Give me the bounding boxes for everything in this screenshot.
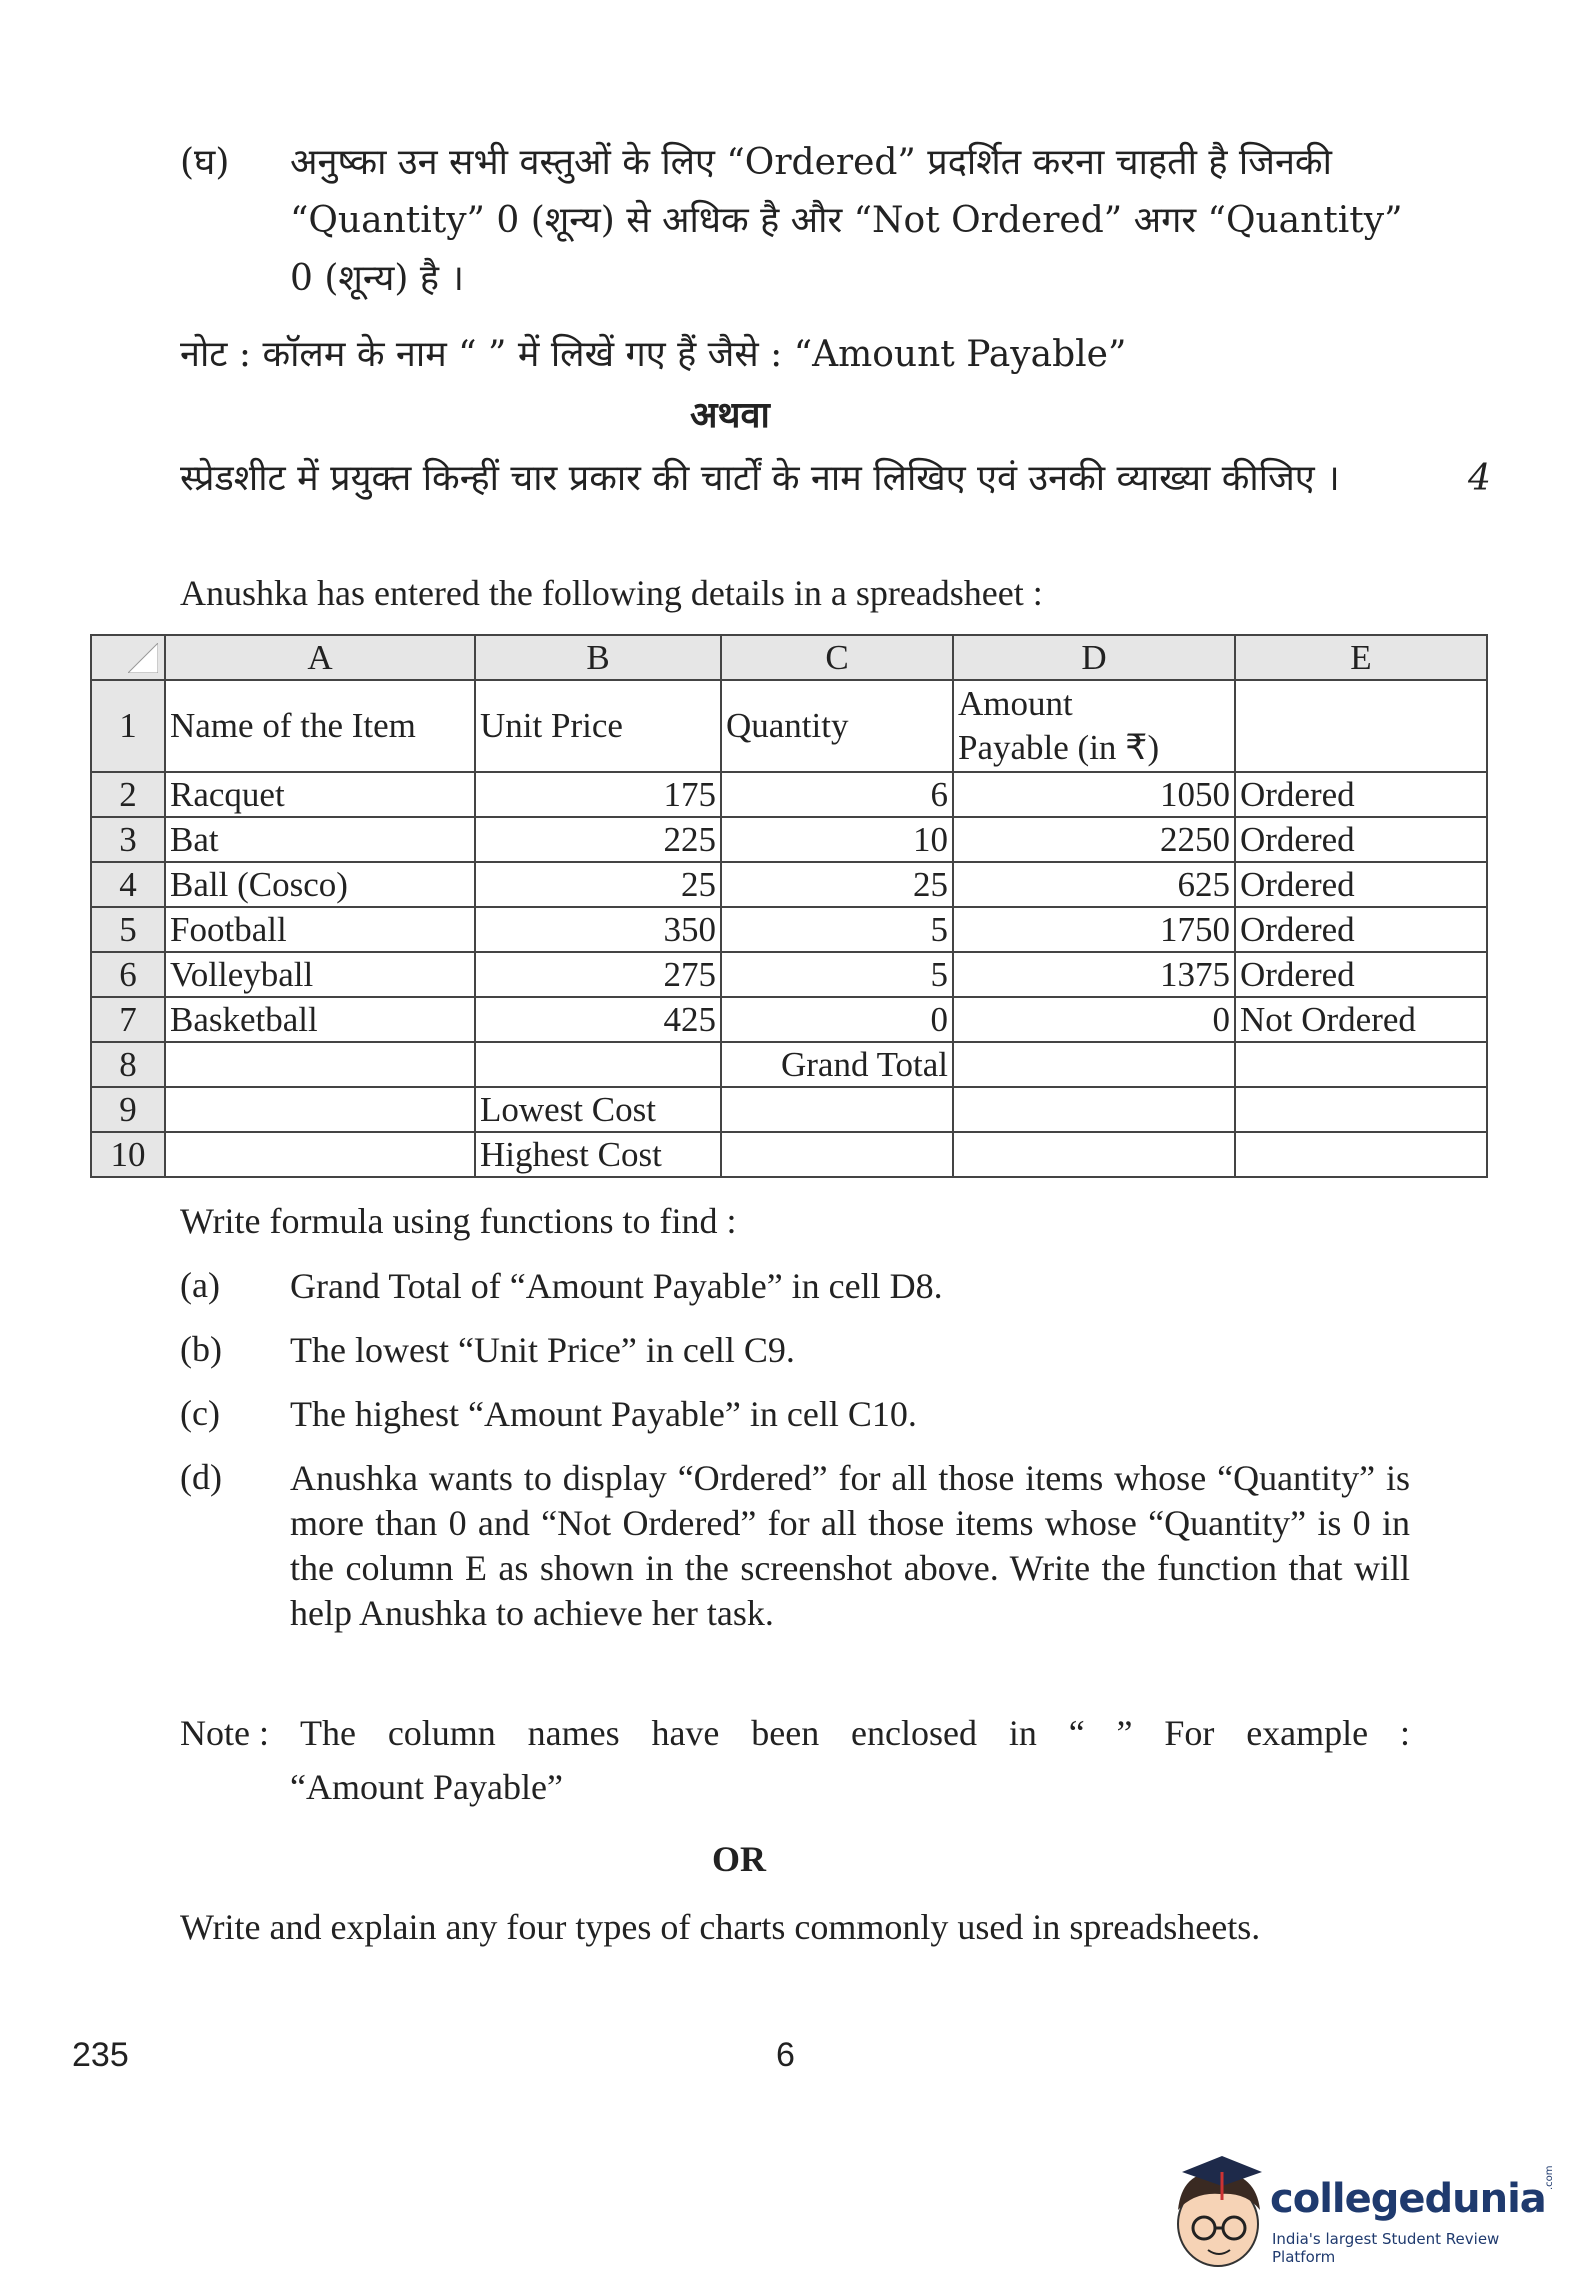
intro-text: Anushka has entered the following details in a spreadsheet :	[180, 573, 1043, 613]
question-a-label: (a)	[180, 1265, 220, 1305]
row-number: 2	[91, 772, 165, 817]
select-all-corner	[91, 635, 165, 680]
cell-e: Ordered	[1235, 907, 1487, 952]
cell-b: 350	[475, 907, 721, 952]
question-d-label: (d)	[180, 1457, 222, 1497]
cell-e: Ordered	[1235, 952, 1487, 997]
table-row	[91, 997, 1487, 1042]
questions-lead: Write formula using functions to find :	[180, 1201, 737, 1241]
cell-d1	[953, 680, 1235, 772]
charts-question: Write and explain any four types of charts commonly used in spreadsheets.	[180, 1907, 1261, 1947]
hindi-or: अथवा	[690, 394, 770, 436]
cell-a	[165, 1087, 475, 1132]
cell-c: 0	[721, 997, 953, 1042]
cell-c	[721, 1087, 953, 1132]
cell-d	[953, 1042, 1235, 1087]
page-number: 6	[776, 2036, 795, 2074]
cell-e1	[1235, 680, 1487, 772]
cell-e	[1235, 1087, 1487, 1132]
row-number: 3	[91, 817, 165, 862]
table-row	[91, 952, 1487, 997]
table-row	[91, 817, 1487, 862]
question-c-text: The highest “Amount Payable” in cell C10.	[290, 1394, 917, 1434]
cell-d: 2250	[953, 817, 1235, 862]
cell-c: 25	[721, 862, 953, 907]
cell-d	[953, 1132, 1235, 1177]
table-row	[91, 1042, 1487, 1087]
row-number: 6	[91, 952, 165, 997]
cell-a: Volleyball	[165, 952, 475, 997]
row-number: 1	[91, 680, 165, 772]
table-row	[91, 907, 1487, 952]
cell-a: Ball (Cosco)	[165, 862, 475, 907]
cell-b: 175	[475, 772, 721, 817]
cell-b: Highest Cost	[475, 1132, 721, 1177]
cell-d1-line-1: Amount	[958, 684, 1073, 723]
cell-a	[165, 1042, 475, 1087]
table-row	[91, 772, 1487, 817]
question-b-label: (b)	[180, 1329, 222, 1369]
cell-a: Bat	[165, 817, 475, 862]
cell-e	[1235, 1132, 1487, 1177]
hindi-item-label: (घ)	[180, 142, 230, 183]
column-header-c: C	[721, 635, 953, 680]
cell-d: 625	[953, 862, 1235, 907]
column-header-a: A	[165, 635, 475, 680]
column-header-b: B	[475, 635, 721, 680]
cell-e: Ordered	[1235, 862, 1487, 907]
row-number: 8	[91, 1042, 165, 1087]
cell-b: 225	[475, 817, 721, 862]
cell-c: 6	[721, 772, 953, 817]
cell-b	[475, 1042, 721, 1087]
student-mascot-icon	[1160, 2150, 1270, 2270]
column-header-e: E	[1235, 635, 1487, 680]
hindi-item-line-2: “Quantity” 0 (शून्य) से अधिक है और “Not Ordered” अगर “Quantity”	[290, 200, 1403, 241]
cell-a: Football	[165, 907, 475, 952]
column-header-row	[91, 635, 1487, 680]
cell-c: 5	[721, 952, 953, 997]
spreadsheet-table	[90, 634, 1488, 1178]
hindi-charts-question: स्प्रेडशीट में प्रयुक्त किन्हीं चार प्रकार की चार्टों के नाम लिखिए एवं उनकी व्याख्या कीजिए ।	[180, 458, 1340, 499]
row-number: 7	[91, 997, 165, 1042]
note-text: The column names have been enclosed in “ ” For example :	[300, 1713, 1410, 1753]
cell-a1: Name of the Item	[165, 680, 475, 772]
table-row	[91, 1132, 1487, 1177]
note-label: Note :	[180, 1713, 269, 1753]
question-b-text: The lowest “Unit Price” in cell C9.	[290, 1330, 795, 1370]
corner-triangle-icon	[128, 643, 158, 673]
row-number: 4	[91, 862, 165, 907]
cell-c: Grand Total	[721, 1042, 953, 1087]
cell-b: 275	[475, 952, 721, 997]
note-example: “Amount Payable”	[290, 1767, 563, 1807]
cell-c: 5	[721, 907, 953, 952]
paper-code: 235	[72, 2036, 129, 2074]
cell-b: Lowest Cost	[475, 1087, 721, 1132]
brand-name: collegedunia	[1270, 2176, 1546, 2222]
cell-b1: Unit Price	[475, 680, 721, 772]
cell-d: 1750	[953, 907, 1235, 952]
cell-d: 1375	[953, 952, 1235, 997]
cell-a: Racquet	[165, 772, 475, 817]
watermark-logo	[1160, 2150, 1560, 2275]
cell-d: 1050	[953, 772, 1235, 817]
column-header-d: D	[953, 635, 1235, 680]
row-number: 10	[91, 1132, 165, 1177]
cell-e: Not Ordered	[1235, 997, 1487, 1042]
or-heading: OR	[712, 1839, 766, 1879]
cell-c1: Quantity	[721, 680, 953, 772]
cell-b: 425	[475, 997, 721, 1042]
cell-c	[721, 1132, 953, 1177]
question-a-text: Grand Total of “Amount Payable” in cell D8.	[290, 1266, 943, 1306]
hindi-note: नोट : कॉलम के नाम “ ” में लिखें गए हैं जैसे : “Amount Payable”	[180, 334, 1127, 375]
table-row	[91, 680, 1487, 772]
row-number: 9	[91, 1087, 165, 1132]
cell-d: 0	[953, 997, 1235, 1042]
table-row	[91, 862, 1487, 907]
hindi-item-line-3: 0 (शून्य) है ।	[290, 258, 465, 299]
cell-e: Ordered	[1235, 772, 1487, 817]
cell-b: 25	[475, 862, 721, 907]
question-c-label: (c)	[180, 1393, 220, 1433]
cell-d	[953, 1087, 1235, 1132]
table-row	[91, 1087, 1487, 1132]
question-d-text: Anushka wants to display “Ordered” for all those items whose “Quantity” is more than 0 and “Not Ordered” for all those items whose “Quantity” is 0 in the column E as shown in the screenshot above. Write the function that will help Anushka to achieve her task.	[290, 1458, 1410, 1633]
cell-d1-line-2: Payable (in ₹)	[958, 728, 1160, 767]
brand-tagline: India's largest Student Review Platform	[1272, 2230, 1500, 2266]
cell-a: Basketball	[165, 997, 475, 1042]
cell-a	[165, 1132, 475, 1177]
marks: 4	[1468, 458, 1491, 499]
cell-e	[1235, 1042, 1487, 1087]
cell-c: 10	[721, 817, 953, 862]
hindi-item-line-1: अनुष्का उन सभी वस्तुओं के लिए “Ordered” प्रदर्शित करना चाहती है जिनकी	[290, 142, 1332, 183]
brand-dotcom: .com	[1544, 2165, 1555, 2190]
cell-e: Ordered	[1235, 817, 1487, 862]
row-number: 5	[91, 907, 165, 952]
